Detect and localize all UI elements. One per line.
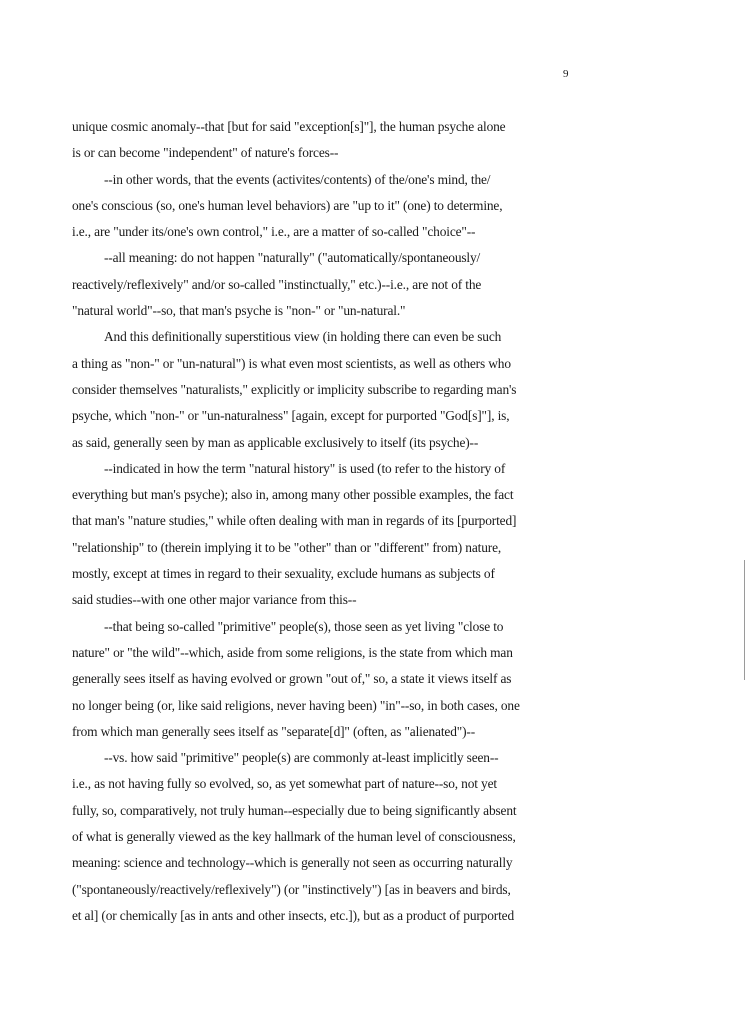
text-line: --indicated in how the term "natural history" is used (to refer to the history of bbox=[104, 460, 506, 476]
text-line: mostly, except at times in regard to their sexuality, exclude humans as subjects of bbox=[72, 566, 495, 582]
text-line: reactively/reflexively" and/or so-called "instinctually," etc.)--i.e., are not of the bbox=[72, 276, 482, 292]
text-line: from which man generally sees itself as "separate[d]" (often, as "alienated")-- bbox=[72, 723, 476, 739]
text-line: a thing as "non-" or "un-natural") is what even most scientists, as well as others who bbox=[72, 355, 511, 371]
text-line: everything but man's psyche); also in, among many other possible examples, the fact bbox=[72, 487, 514, 503]
text-line: of what is generally viewed as the key hallmark of the human level of consciousness, bbox=[72, 829, 516, 845]
text-line: And this definitionally superstitious view (in holding there can even be such bbox=[104, 329, 502, 345]
text-line: generally sees itself as having evolved or grown "out of," so, a state it views itself as bbox=[72, 671, 512, 687]
text-line: is or can become "independent" of nature's forces-- bbox=[72, 145, 339, 161]
text-line: --in other words, that the events (activites/contents) of the/one's mind, the/ bbox=[104, 171, 491, 187]
text-line: as said, generally seen by man as applicable exclusively to itself (its psyche)-- bbox=[72, 434, 479, 450]
text-line: "relationship" to (therein implying it to be "other" than or "different" from) nature, bbox=[72, 539, 502, 555]
text-line: i.e., as not having fully so evolved, so, as yet somewhat part of nature--so, not yet bbox=[72, 776, 497, 792]
text-line: consider themselves "naturalists," explicitly or implicity subscribe to regarding man's bbox=[72, 381, 517, 397]
text-line: psyche, which "non-" or "un-naturalness" [again, except for purported "God[s]"], is, bbox=[72, 408, 510, 424]
text-line: that man's "nature studies," while often dealing with man in regards of its [purported] bbox=[72, 513, 517, 529]
text-line: --all meaning: do not happen "naturally" ("automatically/spontaneously/ bbox=[104, 250, 481, 266]
text-line: nature" or "the wild"--which, aside from some religions, is the state from which man bbox=[72, 644, 513, 660]
text-line: meaning: science and technology--which is generally not seen as occurring naturally bbox=[72, 855, 513, 871]
text-line: fully, so, comparatively, not truly human--especially due to being significantly absent bbox=[72, 802, 517, 818]
text-line: ("spontaneously/reactively/reflexively") (or "instinctively") [as in beavers and birds, bbox=[72, 881, 511, 897]
text-line: "natural world"--so, that man's psyche is "non-" or "un-natural." bbox=[72, 303, 406, 319]
text-line: no longer being (or, like said religions, never having been) "in"--so, in both cases, one bbox=[72, 697, 520, 713]
text-line: said studies--with one other major variance from this-- bbox=[72, 592, 357, 608]
text-line: unique cosmic anomaly--that [but for said "exception[s]"], the human psyche alone bbox=[72, 119, 506, 134]
scan-edge-mark bbox=[744, 560, 745, 680]
document-body bbox=[72, 114, 592, 929]
text-line: --vs. how said "primitive" people(s) are commonly at-least implicitly seen-- bbox=[104, 750, 499, 766]
page-number: 9 bbox=[563, 68, 569, 80]
text-line: --that being so-called "primitive" people(s), those seen as yet living "close to bbox=[104, 618, 504, 634]
text-line: one's conscious (so, one's human level behaviors) are "up to it" (one) to determine, bbox=[72, 197, 503, 213]
text-line: et al] (or chemically [as in ants and other insects, etc.]), but as a product of purported bbox=[72, 907, 514, 923]
text-line: i.e., are "under its/one's own control," i.e., are a matter of so-called "choice"-- bbox=[72, 224, 476, 240]
